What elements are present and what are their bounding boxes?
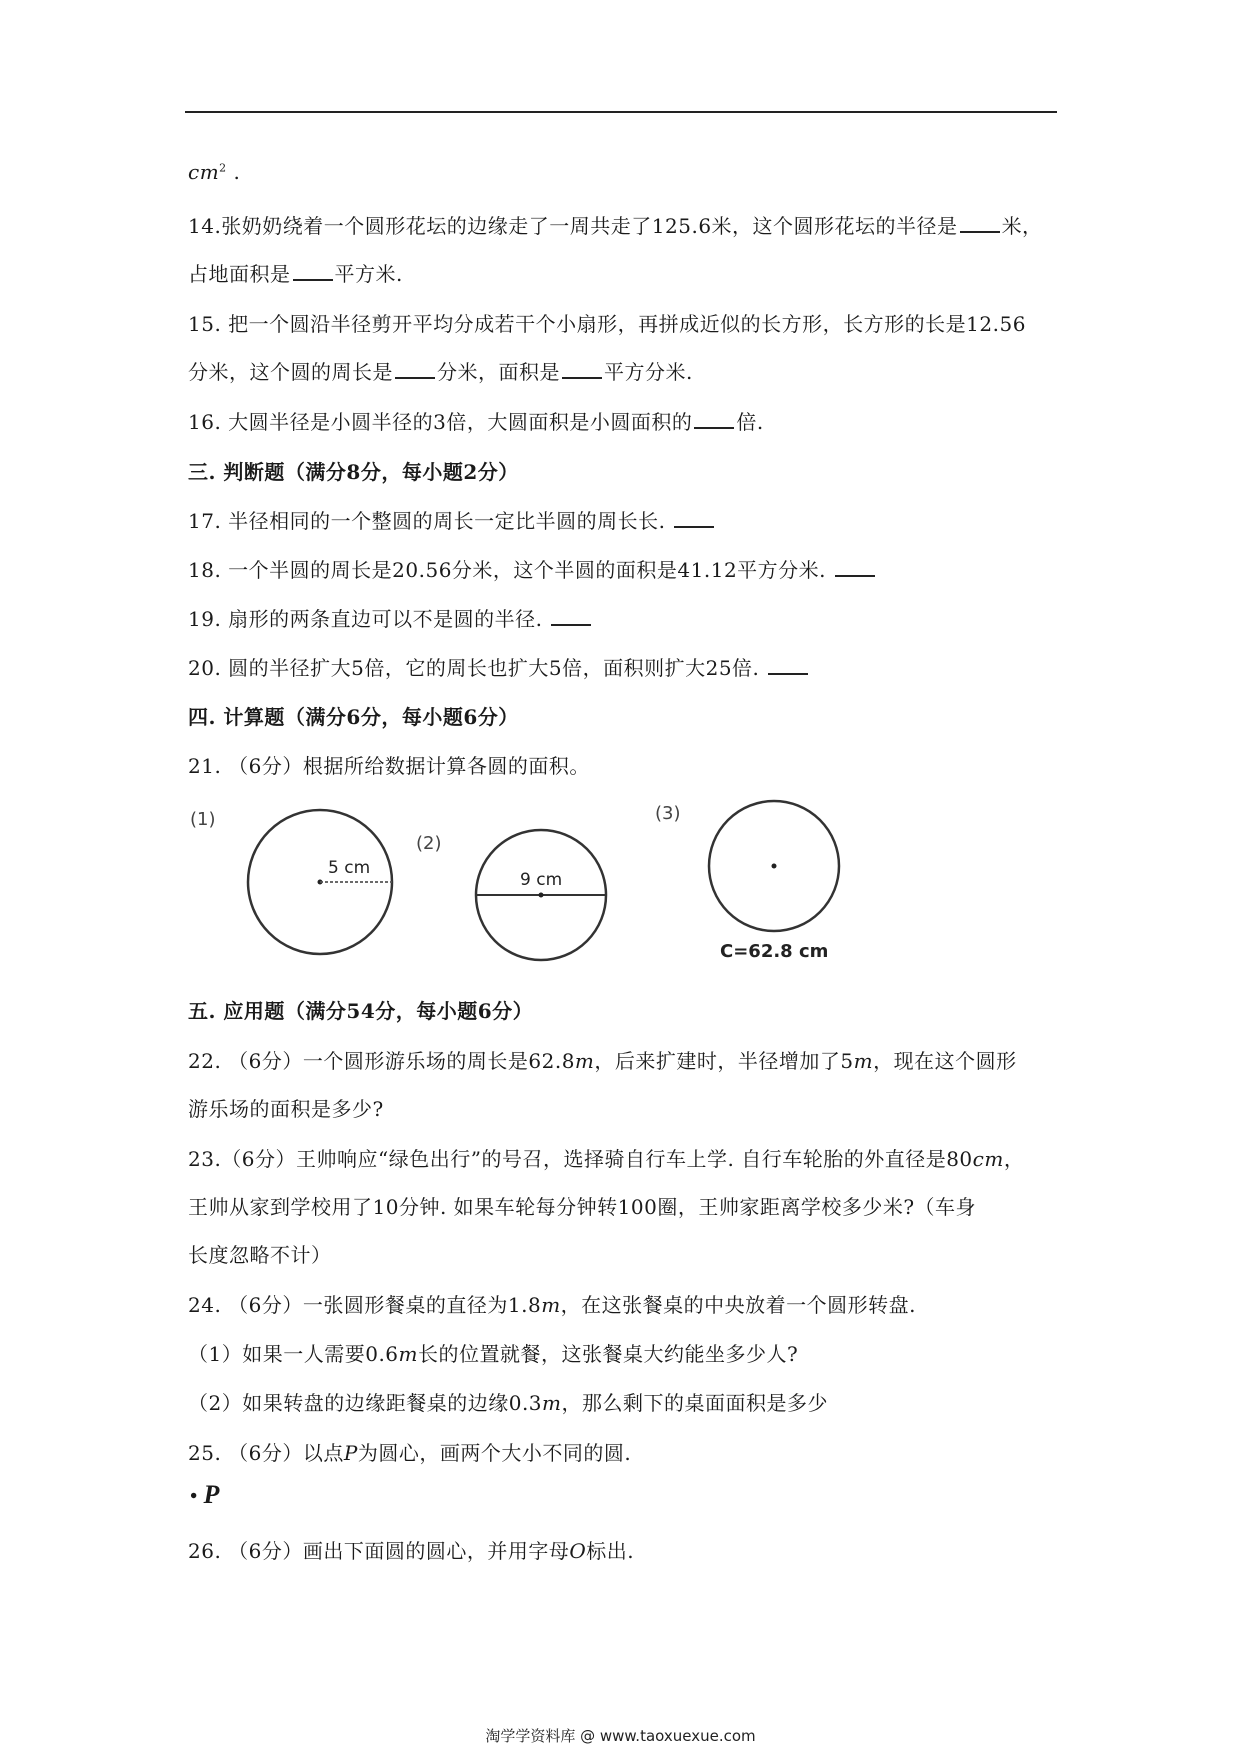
section-5-heading: 五. 应用题（满分54分，每小题6分）: [188, 999, 534, 1023]
center-dot-2: [539, 893, 544, 898]
answer-blank[interactable]: [835, 557, 875, 577]
question-21: 21. （6分）根据所给数据计算各圆的面积。: [188, 754, 590, 778]
diameter-label: 9 cm: [520, 870, 563, 890]
answer-blank[interactable]: [395, 359, 435, 379]
circumference-label: C=62.8 cm: [720, 941, 829, 962]
answer-blank[interactable]: [768, 655, 808, 675]
question-20: 20. 圆的半径扩大5倍，它的周长也扩大5倍，面积则扩大25倍.: [188, 652, 810, 681]
question-16: 16. 大圆半径是小圆半径的3倍，大圆面积是小圆面积的 倍.: [188, 410, 764, 434]
answer-blank[interactable]: [293, 261, 333, 281]
question-24-part-2: （2）如果转盘的边缘距餐桌的边缘0.3m，那么剩下的桌面面积是多少: [188, 1391, 828, 1415]
question-14-line2: 占地面积是 平方米.: [188, 262, 403, 286]
question-22-line1: 22. （6分）一个圆形游乐场的周长是62.8m，后来扩建时，半径增加了5m，现在这个圆形: [188, 1049, 1017, 1073]
question-26: 26. （6分）画出下面圆的圆心，并用字母O标出.: [188, 1539, 635, 1563]
question-23-line3: 长度忽略不计）: [188, 1243, 332, 1267]
section-4-heading: 四. 计算题（满分6分，每小题6分）: [188, 705, 519, 729]
answer-blank[interactable]: [551, 606, 591, 626]
answer-blank[interactable]: [562, 359, 602, 379]
answer-blank[interactable]: [694, 409, 734, 429]
question-18: 18. 一个半圆的周长是20.56分米，这个半圆的面积是41.12平方分米.: [188, 554, 877, 583]
question-15-line2: 分米，这个圆的周长是 分米，面积是 平方分米.: [188, 360, 693, 384]
answer-blank[interactable]: [960, 213, 1000, 233]
point-p: • P: [190, 1480, 220, 1509]
question-23-line1: 23.（6分）王帅响应“绿色出行”的号召，选择骑自行车上学. 自行车轮胎的外直径是80cm，: [188, 1147, 1025, 1171]
answer-blank[interactable]: [674, 508, 714, 528]
question-23-line2: 王帅从家到学校用了10分钟. 如果车轮每分钟转100圈，王帅家距离学校多少米?（车身: [188, 1195, 977, 1219]
question-24-part-1: （1）如果一人需要0.6m长的位置就餐，这张餐桌大约能坐多少人?: [188, 1342, 799, 1366]
center-dot-3: [772, 864, 777, 869]
question-22-line2: 游乐场的面积是多少?: [188, 1097, 384, 1121]
question-25: 25. （6分）以点P为圆心，画两个大小不同的圆.: [188, 1441, 632, 1465]
question-17: 17. 半径相同的一个整圆的周长一定比半圆的周长长.: [188, 505, 716, 534]
footer-watermark: 淘学学资料库 @ www.taoxuexue.com: [485, 1727, 756, 1745]
circles-figure: [188, 795, 868, 985]
figure-label-2: (2): [416, 833, 442, 854]
question-24: 24. （6分）一张圆形餐桌的直径为1.8m，在这张餐桌的中央放着一个圆形转盘.: [188, 1293, 917, 1317]
section-3-heading: 三. 判断题（满分8分，每小题2分）: [188, 460, 519, 484]
question-14-line1: 14.张奶奶绕着一个圆形花坛的边缘走了一周共走了125.6米，这个圆形花坛的半径是 米，: [188, 214, 1043, 238]
figure-label-1: (1): [190, 809, 216, 830]
header-rule: [185, 111, 1057, 113]
radius-label: 5 cm: [328, 858, 371, 878]
question-15-line1: 15. 把一个圆沿半径剪开平均分成若干个小扇形，再拼成近似的长方形，长方形的长是12.56: [188, 312, 1026, 336]
prev-answer-unit: $cm^2$ .: [188, 160, 241, 184]
figure-label-3: (3): [655, 803, 681, 824]
question-19: 19. 扇形的两条直边可以不是圆的半径.: [188, 603, 593, 632]
